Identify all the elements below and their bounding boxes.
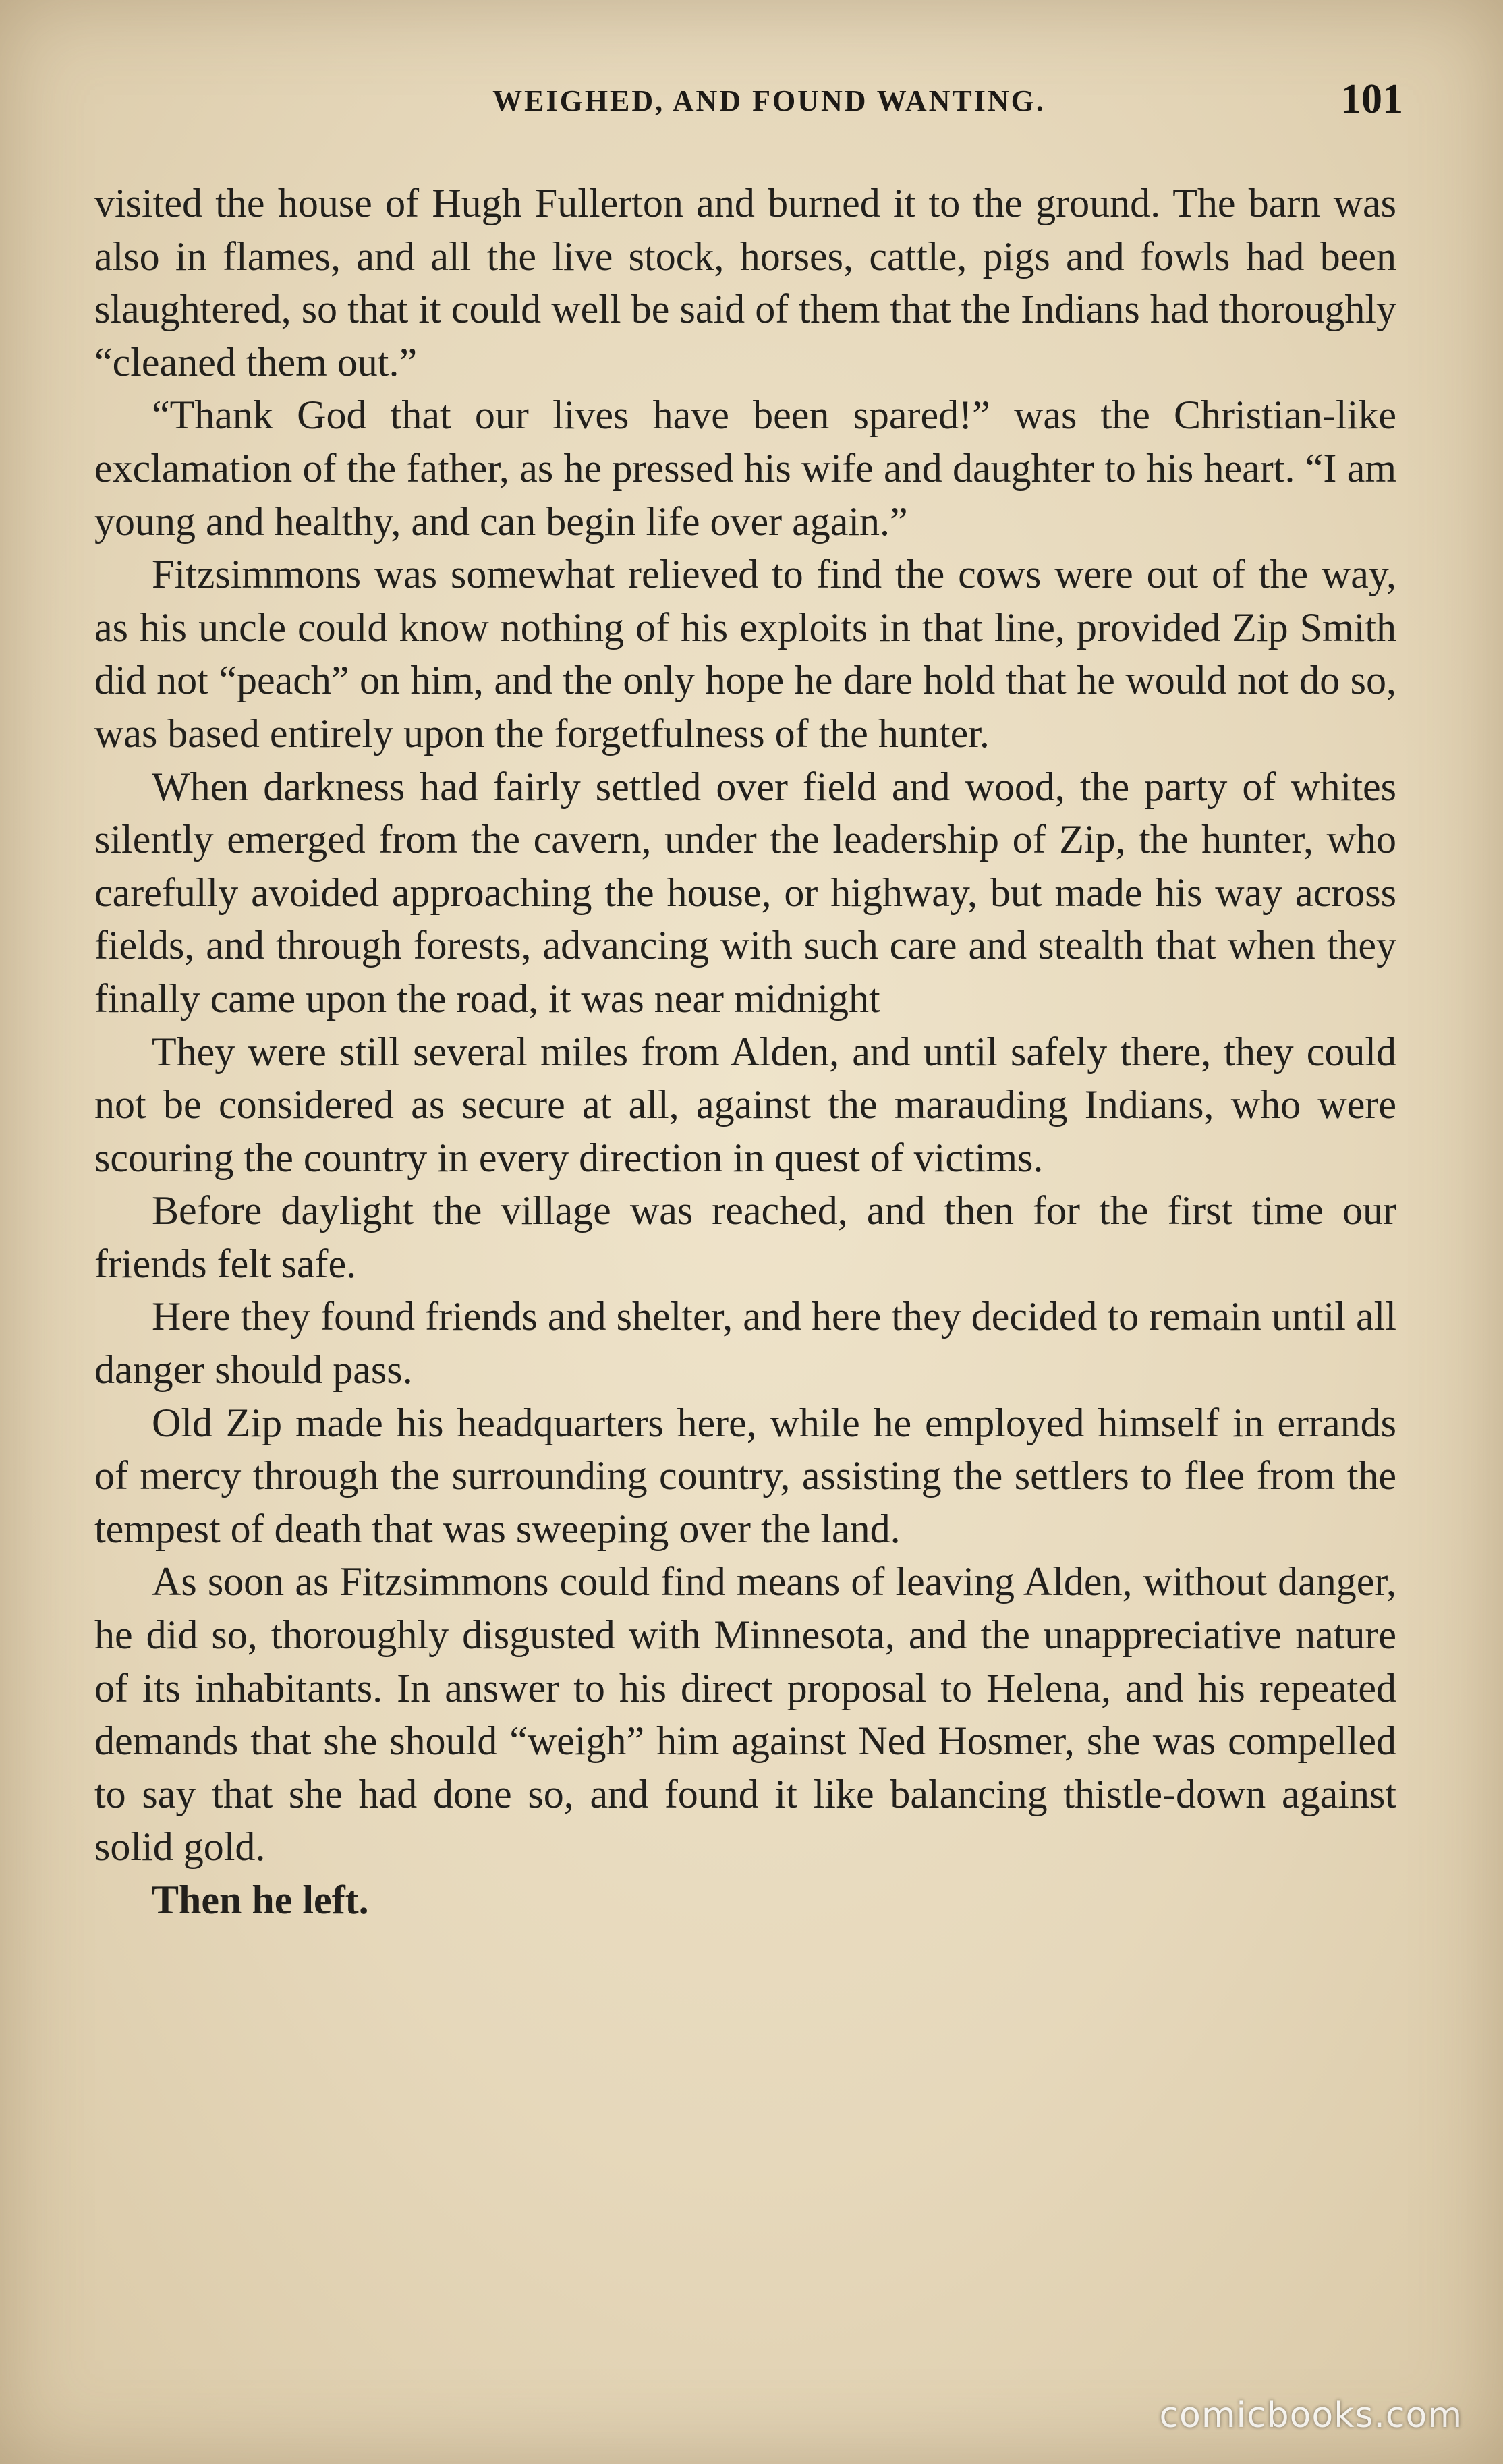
paragraph-4: When darkness had fairly settled over field and wood, the party of whites silently emerged from the cavern, under the leadership of Zip, the hunter, who carefully avoided approaching the house, or highway, but made his way across fields, and through forests, advancing with such care and stealth that when they finally came upon the road, it was near midnight [94,764,1396,1021]
running-title: WEIGHED, AND FOUND WANTING. [492,84,1046,117]
paragraph-3: Fitzsimmons was somewhat relieved to find the cows were out of the way, as his uncle could know nothing of his exploits in that line, provided Zip Smith did not “peach” on him, and the only hope he dare hold that he would not do so, was based entirely upon the forgetfulness of the hunter. [94,552,1396,756]
paragraph-7: Here they found friends and shelter, and here they decided to remain until all danger should pass. [94,1294,1396,1393]
paragraph-8: Old Zip made his headquarters here, while he employed himself in errands of mercy through the surrounding country, assisting the settlers to flee from the tempest of death that was sweeping over the land. [94,1400,1396,1551]
watermark: comicbooks.com [1159,2395,1463,2436]
paragraph-10: Then he left. [152,1878,369,1922]
paragraph-2: “Thank God that our lives have been spared!” was the Christian-like exclamation of the father, as he pressed his wife and daughter to his heart. “I am young and healthy, and can begin life over again.” [94,393,1396,544]
paragraph-5: They were still several miles from Alden, and until safely there, they could not be considered as secure at all, against the marauding Indians, who were scouring the country in every direction in quest of victims. [94,1029,1396,1180]
page-header [94,76,1403,130]
page-number: 101 [1340,76,1403,122]
paragraph-9: As soon as Fitzsimmons could find means of leaving Alden, without danger, he did so, thoroughly disgusted with Minnesota, and the unappreciative nature of its inhabitants. In answer to his direct proposal to Helena, and his repeated demands that she should “weigh” him against Ned Hosmer, she was compelled to say that she had done so, and found it like balancing thistle-down against solid gold. [94,1559,1396,1870]
paragraph-6: Before daylight the village was reached, and then for the first time our friends felt safe. [94,1188,1396,1286]
paragraph-1: visited the house of Hugh Fullerton and burned it to the ground. The barn was also in flames, and all the live stock, horses, cattle, pigs and fowls had been slaughtered, so that it could well be said of them that the Indians had thoroughly “cleaned them out.” [94,181,1396,385]
body-text [94,177,1396,1927]
